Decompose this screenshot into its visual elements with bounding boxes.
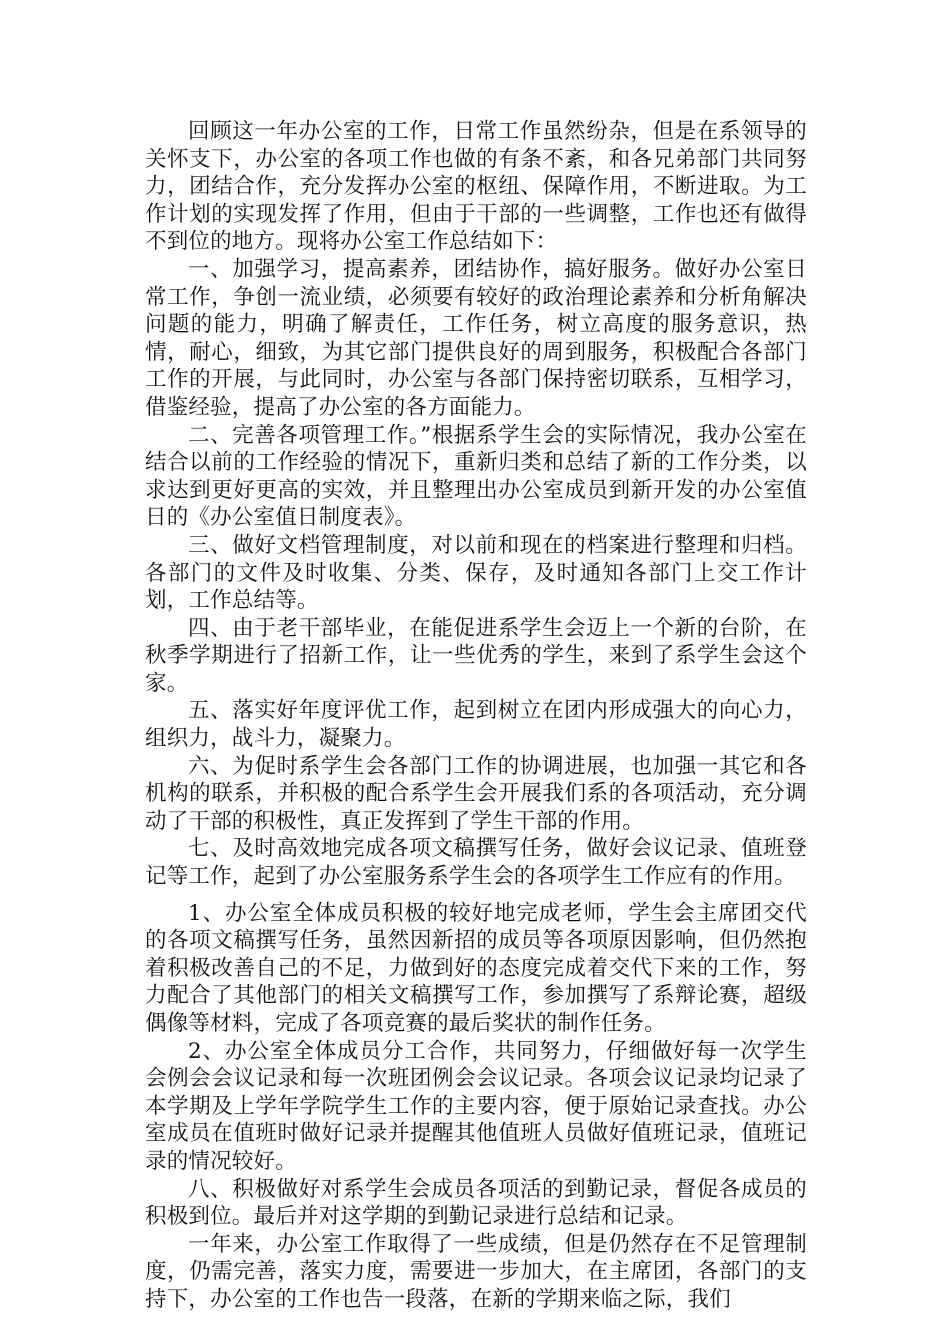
paragraph-section-5: 五、落实好年度评优工作，起到树立在团内形成强大的向心力，组织力，战斗力，凝聚力。: [145, 698, 807, 752]
paragraph-item-2: 2、办公室全体成员分工合作，共同努力，仔细做好每一次学生会例会会议记录和每一次班团例会会议记录。各项会议记录均记录了本学期及上学年学院学生工作的主要内容，便于原始记录查找。办公室成员在值班时做好记录并提醒其他值班人员做好值班记录，值班记录的情况较好。: [145, 1038, 807, 1174]
paragraph-section-3: 三、做好文档管理制度，对以前和现在的档案进行整理和归档。各部门的文件及时收集、分类、保存，及时通知各部门上交工作计划，工作总结等。: [145, 532, 807, 614]
paragraph-section-1: 一、加强学习，提高素养，团结协作，搞好服务。做好办公室日常工作，争创一流业绩，必须要有较好的政治理论素养和分析角解决问题的能力，明确了解责任，工作任务，树立高度的服务意识，热情，耐心，细致，为其它部门提供良好的周到服务，积极配合各部门工作的开展，与此同时，办公室与各部门保持密切联系，互相学习，借鉴经验，提高了办公室的各方面能力。: [145, 256, 807, 420]
paragraph-section-8: 八、积极做好对系学生会成员各项活的到勤记录，督促各成员的积极到位。最后并对这学期的到勤记录进行总结和记录。: [145, 1176, 807, 1230]
paragraph-section-6: 六、为促时系学生会各部门工作的协调进展，也加强一其它和各机构的联系，并积极的配合系学生会开展我们系的各项活动，充分调动了干部的积极性，真正发挥到了学生干部的作用。: [145, 753, 807, 834]
paragraph-section-4: 四、由于老干部毕业，在能促进系学生会迈上一个新的台阶，在秋季学期进行了招新工作，让一些优秀的学生，来到了系学生会这个家。: [145, 615, 807, 696]
paragraph-conclusion: 一年来，办公室工作取得了一些成绩，但是仍然存在不足管理制度，仍需完善，落实力度，需要进一步加大，在主席团，各部门的支持下，办公室的工作也告一段落，在新的学期来临之际，我们: [145, 1231, 807, 1312]
paragraph-section-7: 七、及时高效地完成各项文稿撰写任务，做好会议记录、值班登记等工作，起到了办公室服务系学生会的各项学生工作应有的作用。: [145, 836, 807, 890]
document-body: [145, 118, 807, 1314]
paragraph-intro: 回顾这一年办公室的工作，日常工作虽然纷杂，但是在系领导的关怀支下，办公室的各项工作也做的有条不紊，和各兄弟部门共同努力，团结合作，充分发挥办公室的枢纽、保障作用，不断进取。为工作计划的实现发挥了作用，但由于干部的一些调整，工作也还有做得不到位的地方。现将办公室工作总结如下：: [145, 119, 807, 255]
paragraph-item-1: 1、办公室全体成员积极的较好地完成老师，学生会主席团交代的各项文稿撰写任务，虽然因新招的成员等各项原因影响，但仍然抱着积极改善自己的不足，力做到好的态度完成着交代下来的工作，努力配合了其他部门的相关文稿撰写工作，参加撰写了系辩论赛，超级偶像等材料，完成了各项竞赛的最后奖状的制作任务。: [145, 900, 807, 1036]
paragraph-section-2: 二、完善各项管理工作。”根据系学生会的实际情况，我办公室在结合以前的工作经验的情况下，重新归类和总结了新的工作分类，以求达到更好更高的实效，并且整理出办公室成员到新开发的办公室值日的《办公室值日制度表》。: [145, 422, 807, 531]
